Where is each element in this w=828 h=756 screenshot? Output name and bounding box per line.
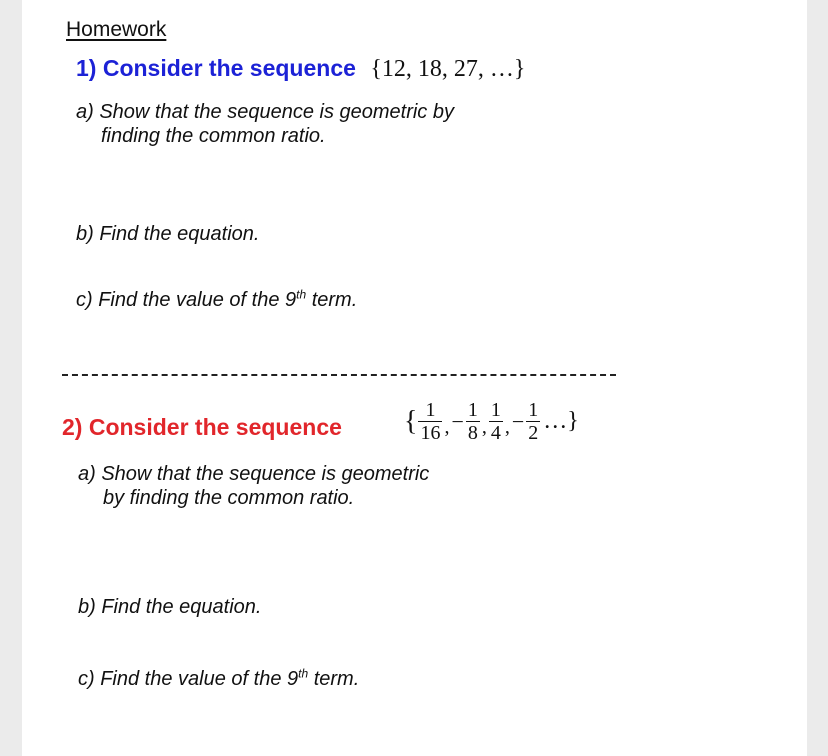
term-4-numerator: 1 bbox=[528, 399, 539, 421]
question-2-sequence bbox=[404, 400, 579, 443]
term-3-numerator: 1 bbox=[490, 399, 501, 421]
question-1-part-c-end: term. bbox=[306, 289, 358, 311]
question-1-part-a bbox=[76, 100, 454, 148]
question-1-part-c-superscript: th bbox=[296, 287, 307, 302]
term-2-numerator: 1 bbox=[467, 399, 478, 421]
question-2-part-c-end: term. bbox=[308, 668, 360, 690]
term-1-numerator: 1 bbox=[425, 399, 436, 421]
page-heading: Homework bbox=[66, 18, 167, 41]
question-1-part-c-text: c) Find the value of the 9 bbox=[76, 289, 297, 311]
question-2-part-a-line-1: a) Show that the sequence is geometric bbox=[78, 463, 430, 485]
question-1-part-a-line-1: a) Show that the sequence is geometric by bbox=[76, 101, 454, 123]
section-divider bbox=[62, 374, 616, 376]
question-1-part-a-line-2: finding the common ratio. bbox=[101, 125, 326, 147]
question-1-sequence: {12, 18, 27, …} bbox=[370, 56, 526, 82]
worksheet-page bbox=[22, 0, 807, 756]
question-1-label: 1) Consider the sequence bbox=[76, 55, 356, 81]
term-3-denominator: 4 bbox=[490, 422, 501, 444]
term-2-denominator: 8 bbox=[467, 422, 478, 444]
question-1-part-c bbox=[76, 288, 357, 312]
sequence-separator: , bbox=[481, 416, 487, 438]
sequence-close: …} bbox=[543, 408, 579, 434]
sequence-term-2 bbox=[466, 400, 480, 443]
term-1-denominator: 16 bbox=[420, 422, 441, 444]
question-2-part-c-superscript: th bbox=[298, 666, 309, 681]
question-1-part-b: b) Find the equation. bbox=[76, 223, 260, 245]
term-4-denominator: 2 bbox=[528, 422, 539, 444]
question-2-part-c-text: c) Find the value of the 9 bbox=[78, 668, 299, 690]
sequence-term-3 bbox=[489, 400, 503, 443]
sequence-term-4 bbox=[526, 400, 540, 443]
sequence-open-brace: { bbox=[404, 405, 418, 437]
sequence-term-1 bbox=[418, 400, 442, 443]
question-2-part-a-line-2: by finding the common ratio. bbox=[103, 487, 355, 509]
sequence-separator: , bbox=[444, 416, 450, 438]
question-1-title bbox=[76, 55, 525, 83]
sequence-separator: , bbox=[504, 416, 510, 438]
term-4-sign: − bbox=[511, 408, 525, 434]
question-2-part-c bbox=[78, 667, 359, 691]
question-2-part-b: b) Find the equation. bbox=[78, 596, 262, 618]
question-2-part-a bbox=[78, 462, 429, 510]
question-2-title: 2) Consider the sequence bbox=[62, 414, 342, 440]
term-2-sign: − bbox=[451, 408, 464, 434]
